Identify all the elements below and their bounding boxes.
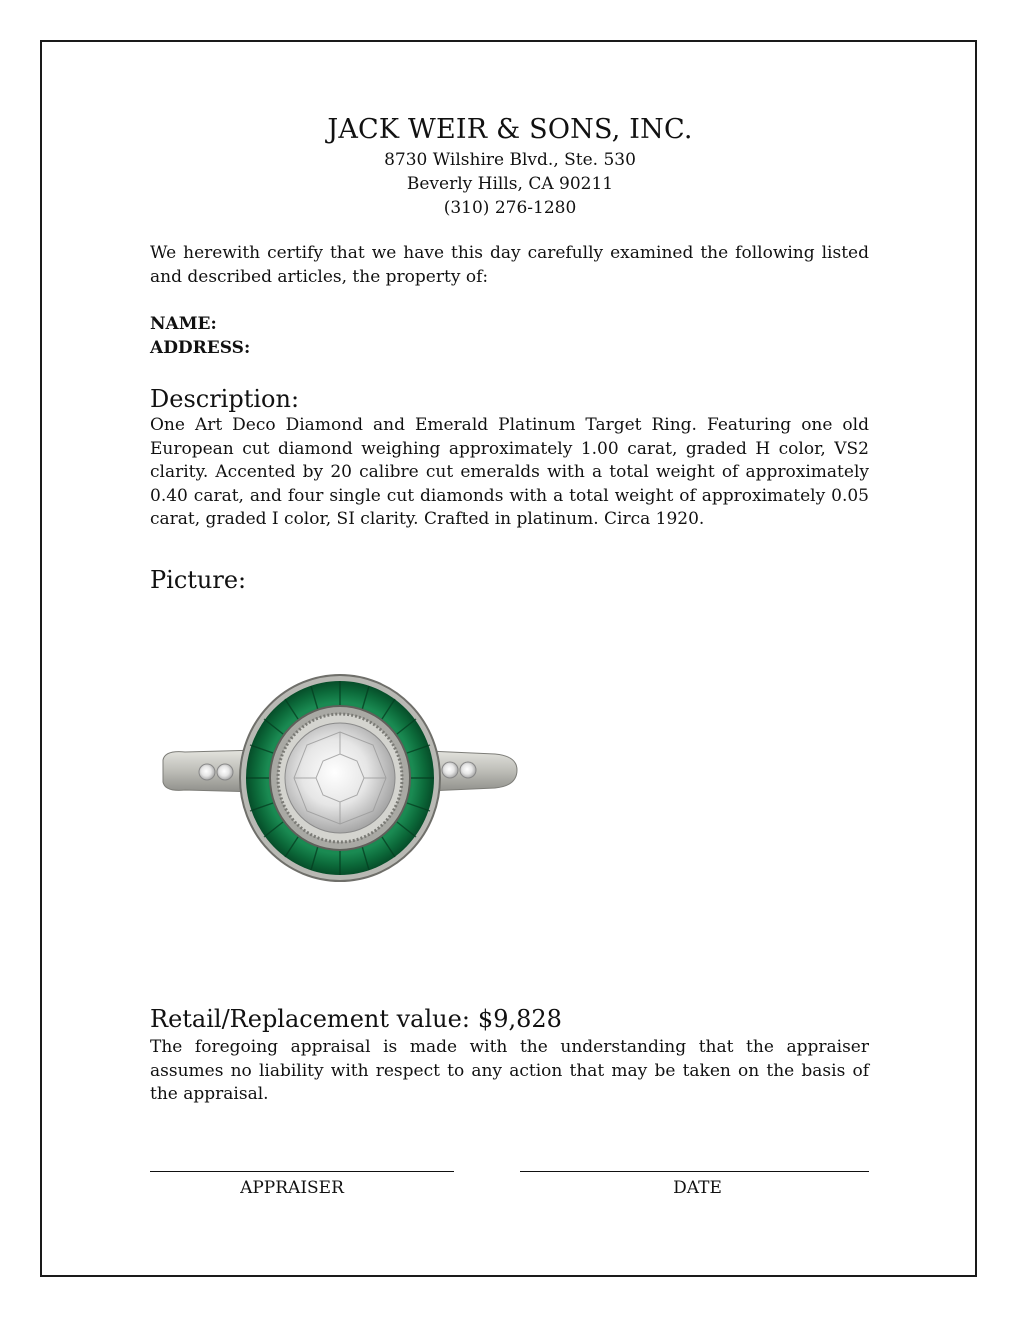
company-city: Beverly Hills, CA 90211 [406, 174, 614, 194]
picture-heading: Picture: [150, 566, 247, 594]
description-text: One Art Deco Diamond and Emerald Platinum Target Ring. Featuring one old European cut diamond weighing approximately 1.00 carat, graded H color, VS2 clarity. Accented by 20 calibre cut emeralds with a total weight of approximately 0.40 carat, and four single cut diamonds with a total weight of approximately 0.05 carat, graded I color, SI clarity. Crafted in platinum. Circa 1920. [150, 415, 869, 529]
ring-photo [155, 670, 525, 890]
valuation-label: Retail/Replacement value: [150, 1005, 470, 1033]
certification-intro: We herewith certify that we have this day carefully examined the following listed and described articles, the property of: [150, 243, 869, 287]
company-phone: (310) 276-1280 [443, 198, 577, 218]
appraiser-label: APPRAISER [240, 1178, 344, 1198]
letterhead [0, 112, 1020, 220]
appraiser-signature-line [150, 1171, 454, 1172]
date-signature-line [520, 1171, 869, 1172]
valuation-amount: $9,828 [477, 1005, 562, 1033]
owner-fields [150, 312, 869, 360]
description-heading: Description: [150, 385, 300, 413]
address-label: ADDRESS: [150, 338, 251, 358]
company-name: JACK WEIR & SONS, INC. [327, 114, 693, 145]
name-label: NAME: [150, 314, 217, 334]
date-label: DATE [673, 1178, 722, 1198]
valuation-line [150, 1004, 869, 1034]
liability-disclaimer: The foregoing appraisal is made with the understanding that the appraiser assumes no liability with respect to any action that may be taken on the basis of the appraisal. [150, 1037, 869, 1104]
company-street: 8730 Wilshire Blvd., Ste. 530 [384, 150, 636, 170]
